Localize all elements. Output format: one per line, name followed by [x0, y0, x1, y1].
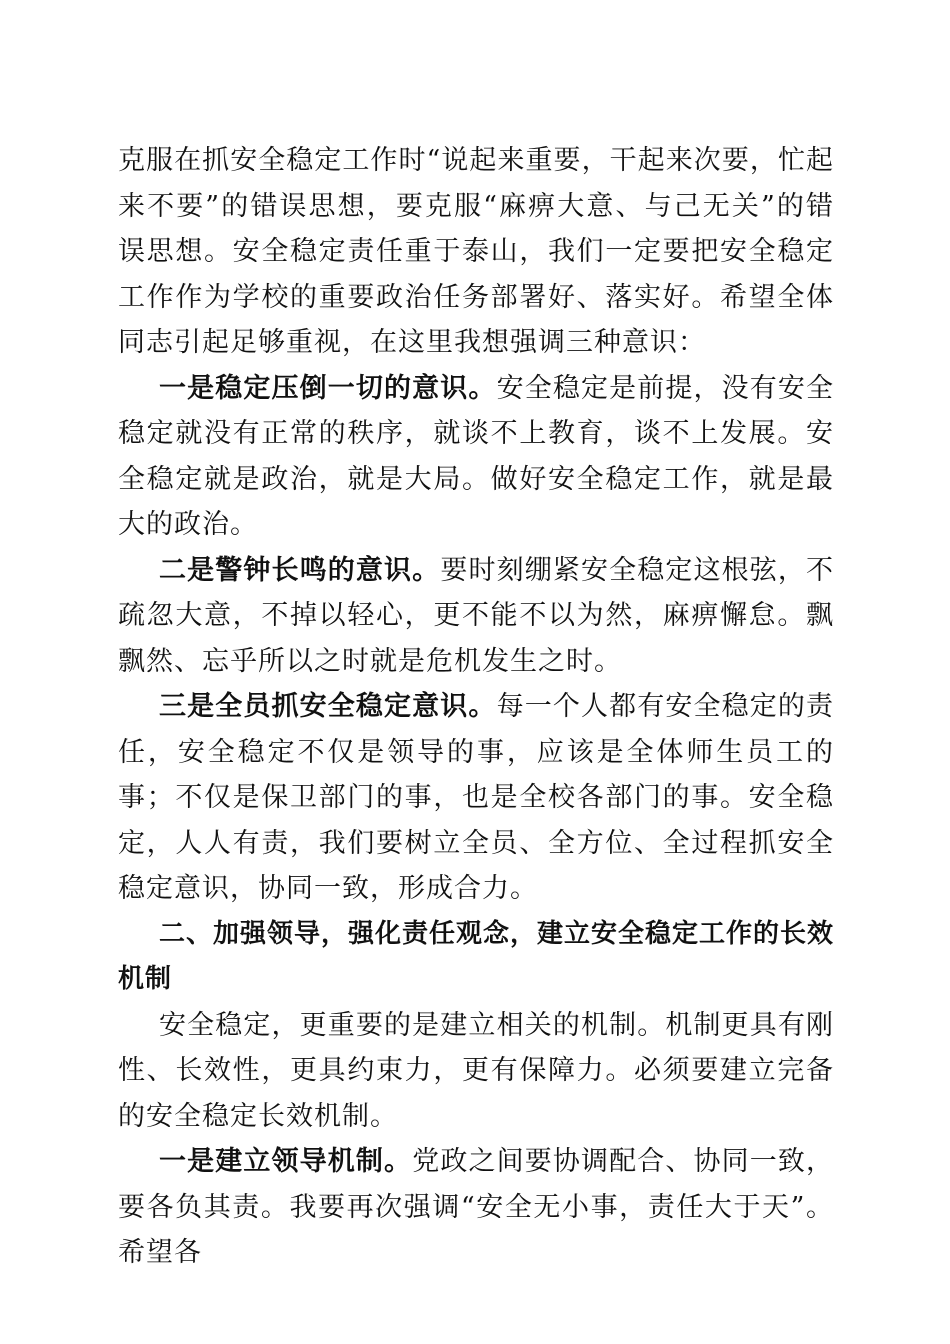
- mechanism-point-1: [118, 1139, 834, 1276]
- point-lead: 一是建立领导机制。: [159, 1146, 413, 1177]
- document-body: [118, 138, 834, 1276]
- awareness-point-2: [118, 548, 834, 685]
- point-text: 安全稳定是前提，没有安全稳定就没有正常的秩序，就谈不上教育，谈不上发展。安全稳定就是政治，就是大局。做好安全稳定工作，就是最大的政治。: [118, 372, 835, 540]
- point-text: 党政之间要协调配合、协同一致，要各负其责。我要再次强调“安全无小事，责任大于天”。希望各: [118, 1146, 835, 1268]
- section-intro-paragraph: 安全稳定，更重要的是建立相关的机制。机制更具有刚性、长效性，更具约束力，更有保障力。必须要建立完备的安全稳定长效机制。: [118, 1009, 834, 1132]
- section-heading: 二、加强领导，强化责任观念，建立安全稳定工作的长效机制: [118, 918, 835, 994]
- point-text: 每一个人都有安全稳定的责任，安全稳定不仅是领导的事，应该是全体师生员工的事；不仅是保卫部门的事，也是全校各部门的事。安全稳定，人人有责，我们要树立全员、全方位、全过程抓安全稳定意识，协同一致，形成合力。: [118, 691, 835, 904]
- point-text: 要时刻绷紧安全稳定这根弦，不疏忽大意，不掉以轻心，更不能不以为然，麻痹懈怠。飘飘然、忘乎所以之时就是危机发生之时。: [118, 554, 835, 677]
- intro-paragraph: 克服在抓安全稳定工作时“说起来重要，干起来次要，忙起来不要”的错误思想，要克服“麻痹大意、与己无关”的错误思想。安全稳定责任重于泰山，我们一定要把安全稳定工作作为学校的重要政治任务部署好、落实好。希望全体同志引起足够重视，在这里我想强调三种意识：: [118, 145, 834, 358]
- point-lead: 二是警钟长鸣的意识。: [159, 554, 441, 586]
- awareness-point-1: [118, 366, 834, 548]
- point-lead: 一是稳定压倒一切的意识。: [159, 372, 497, 404]
- point-lead: 三是全员抓安全稳定意识。: [159, 691, 497, 722]
- awareness-point-3: [118, 684, 834, 912]
